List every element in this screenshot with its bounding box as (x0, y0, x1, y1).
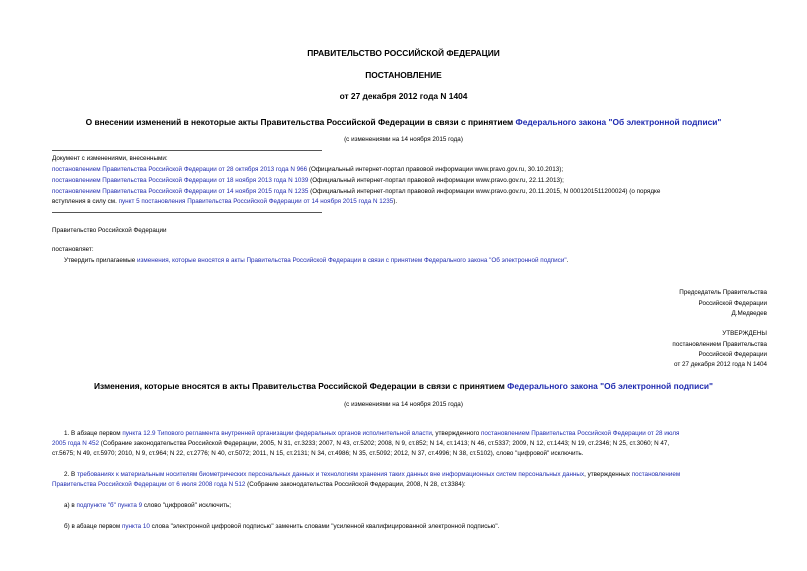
resolution-452-link[interactable]: постановлением Правительства Российской Федерации от 28 июля (480, 430, 680, 437)
resolution-452-link-cont[interactable]: 2005 года N 452 (52, 440, 100, 447)
doc-date-heading: от 27 декабря 2012 года N 1404 (339, 91, 468, 101)
amendment-item: постановлением Правительства Российской Федерации от 28 октября 2013 года N 966 (Официальный интернет-портал правовой информации www.pravo.gov.ru, 30.10.2013); (52, 166, 564, 173)
document-title (0, 117, 807, 127)
amendments-intro: Документ с изменениями, внесенными: (52, 155, 168, 162)
amendment-item-continued: вступления в силу см. пункт 5 постановления Правительства Российской Федерации от 14 ноября 2015 года N 1235). (52, 198, 398, 205)
approval-stamp: от 27 декабря 2012 года N 1404 (673, 361, 767, 368)
change-paragraph-1-line-2: 2005 года N 452 (Собрание законодательства Российской Федерации, 2005, N 31, ст.3233; 2007, N 43, ст.5202; 2008, N 9, ст.852; N 14, ст.1413; N 46, ст.5337; 2009, N 12, ст.1443; N 19, ст.2346; N 25, ст.3060; N 47, (52, 440, 670, 447)
government-heading: ПРАВИТЕЛЬСТВО РОССИЙСКОЙ ФЕДЕРАЦИИ (307, 48, 500, 58)
approval-stamp: постановлением Правительства (672, 341, 767, 348)
amendment-link-966[interactable]: постановлением Правительства Российской Федерации от 28 октября 2013 года N 966 (52, 166, 308, 173)
changes-edition-note: (с изменениями на 14 ноября 2015 года) (344, 401, 463, 408)
document-title-text: О внесении изменений в некоторые акты Правительства Российской Федерации в связи с принятием (85, 117, 516, 127)
change-paragraph-2: 2. В требованиях к материальным носителям биометрических персональных данных и технологиям хранения таких данных вне информационных систем персональных данных, утвержденных постановлением (64, 471, 681, 478)
approval-stamp: Российской Федерации (698, 351, 767, 358)
divider-top (52, 150, 322, 151)
point-10-link[interactable]: пункта 10 (121, 523, 150, 530)
amendment-item: постановлением Правительства Российской Федерации от 18 ноября 2013 года N 1039 (Официальный интернет-портал правовой информации www.pravo.gov.ru, 22.11.2013); (52, 177, 564, 184)
federal-law-link[interactable]: Федерального закона "Об электронной подписи" (515, 117, 722, 127)
resolves-text: постановляет: (52, 246, 94, 253)
requirements-link[interactable]: требованиях к материальным носителям биометрических персональных данных и технологиям хранения таких данных вне информационных систем персональных данных (76, 471, 585, 478)
divider-bottom (52, 212, 322, 213)
amendment-link-1039[interactable]: постановлением Правительства Российской Федерации от 18 ноября 2013 года N 1039 (52, 177, 309, 184)
change-subparagraph-b: б) в абзаце первом пункта 10 слова "электронной цифровой подписью" заменить словами "усиленной квалифицированной электронной подписью". (64, 523, 500, 530)
federal-law-link-2[interactable]: Федерального закона "Об электронной подписи" (507, 381, 714, 391)
doc-type-heading: ПОСТАНОВЛЕНИЕ (365, 70, 442, 80)
approve-paragraph: Утвердить прилагаемые изменения, которые вносятся в акты Правительства Российской Федерации в связи с принятием Федерального закона "Об электронной подписи". (64, 257, 569, 264)
signature-role: Председатель Правительства (679, 289, 767, 296)
regulation-link[interactable]: пункта 12.9 Типового регламента внутренней организации федеральных органов исполнительной власти (122, 430, 432, 437)
change-paragraph-1-line-3: ст.5675; N 49, ст.5970; 2010, N 9, ст.964; N 22, ст.2776; N 40, ст.5072; 2011, N 15, ст.2131; N 34, ст.4986; N 35, ст.5092; 2012, N 37, ст.4996; N 38, ст.5102), слово "цифровой" исключить. (52, 450, 584, 457)
point-5-link[interactable]: пункт 5 постановления Правительства Российской Федерации от 14 ноября 2015 года N 1235 (118, 198, 394, 205)
signature-role: Российской Федерации (698, 300, 767, 307)
signature-name: Д.Медведев (731, 310, 767, 317)
change-paragraph-2-line-2: Правительства Российской Федерации от 6 июля 2008 года N 512 (Собрание законодательства Российской Федерации, 2008, N 28, ст.3384): (52, 481, 466, 488)
resolution-512-link[interactable]: постановлением (631, 471, 681, 478)
changes-title: Изменения, которые вносятся в акты Правительства Российской Федерации в связи с принятием Федерального закона "Об электронной подписи" (93, 381, 714, 391)
amendment-link-1235[interactable]: постановлением Правительства Российской Федерации от 14 ноября 2015 года N 1235 (52, 188, 309, 195)
changes-link[interactable]: изменения, которые вносятся в акты Правительства Российской Федерации в связи с принятием Федерального закона "Об электронной подписи" (137, 257, 567, 264)
change-subparagraph-a: а) в подпункте "б" пункта 9 слово "цифровой" исключить; (64, 502, 232, 509)
subpoint-b-link[interactable]: подпункте "б" пункта 9 (76, 502, 143, 509)
change-paragraph-1: 1. В абзаце первом пункта 12.9 Типового регламента внутренней организации федеральных органов исполнительной власти, утвержденного постановлением Правительства Российской Федерации от 28 июля (64, 430, 680, 437)
amendment-item: постановлением Правительства Российской Федерации от 14 ноября 2015 года N 1235 (Официальный интернет-портал правовой информации www.pravo.gov.ru, 20.11.2015, N 0001201511200024) (о порядке (52, 188, 661, 195)
issuer-text: Правительство Российской Федерации (52, 227, 167, 234)
approval-stamp: УТВЕРЖДЕНЫ (722, 330, 767, 337)
edition-note: (с изменениями на 14 ноября 2015 года) (344, 136, 463, 143)
resolution-512-link-cont[interactable]: Правительства Российской Федерации от 6 июля 2008 года N 512 (52, 481, 246, 488)
